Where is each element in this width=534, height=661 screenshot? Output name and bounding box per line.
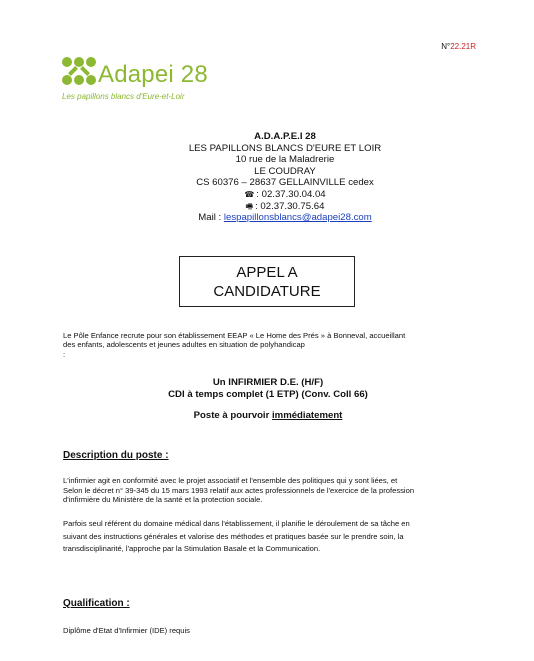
qualification-heading: Qualification : xyxy=(63,598,130,609)
fax-number: : 02.37.30.75.64 xyxy=(255,200,325,212)
postal-line: CS 60376 – 28637 GELLAINVILLE cedex xyxy=(196,177,374,189)
paragraph-line: suivant des instructions générales et valorise des méthodes et pratiques basée sur le prendre soin, la xyxy=(63,531,404,541)
fax-line xyxy=(170,201,400,213)
org-acronym: A.D.A.P.E.I 28 xyxy=(254,131,316,142)
mail-link[interactable]: lespapillonsblancs@adapei28.com xyxy=(223,212,372,224)
phone-line xyxy=(170,189,400,201)
reference-number xyxy=(441,42,476,51)
description-paragraph-2 xyxy=(63,518,483,556)
mail-label: Mail : xyxy=(198,212,224,224)
title-line-2: CANDIDATURE xyxy=(213,283,321,300)
paragraph-line: d'infirmière du Ministère de la santé et la protection sociale. xyxy=(63,495,263,505)
paragraph-line: Parfois seul référent du domaine médical dans l'établissement, il planifie le déroulement de sa tâche en xyxy=(63,519,410,528)
logo-tagline: Les papillons blancs d'Eure-et-Loir xyxy=(62,92,185,101)
street: 10 rue de la Maladrerie xyxy=(235,154,335,166)
butterfly-logo-icon xyxy=(60,55,98,87)
org-name: LES PAPILLONS BLANCS D'EURE ET LOIR xyxy=(188,142,382,154)
description-heading: Description du poste : xyxy=(63,450,169,461)
adapei-logo xyxy=(60,55,240,110)
intro-paragraph xyxy=(63,331,483,359)
description-paragraph-1 xyxy=(63,476,483,505)
mail-line xyxy=(170,212,400,224)
job-title: Un INFIRMIER D.E. (H/F) xyxy=(212,377,324,388)
availability-prefix: Poste à pourvoir xyxy=(193,410,272,421)
phone-number: : 02.37.30.04.04 xyxy=(256,188,326,200)
paragraph-line: transdisciplinarité, l'approche par la Stimulation Basale et la Communication. xyxy=(63,544,321,554)
address-block xyxy=(170,131,400,224)
job-block xyxy=(63,377,473,422)
job-availability xyxy=(63,410,473,422)
intro-line: Le Pôle Enfance recrute pour son établissement EEAP « Le Home des Prés » à Bonneval, accueillant xyxy=(63,331,406,340)
logo-brand: Adapei 28 xyxy=(98,61,208,88)
reference-prefix: N° xyxy=(441,42,451,51)
availability-value: immédiatement xyxy=(272,410,343,421)
reference-value: 22.21R xyxy=(450,42,476,51)
title-line-1: APPEL A xyxy=(236,264,298,281)
job-contract: CDI à temps complet (1 ETP) (Conv. Coll 66) xyxy=(168,389,368,400)
fax-icon: 🖷 xyxy=(245,201,254,211)
intro-line: des enfants, adolescents et jeunes adultes en situation de polyhandicap xyxy=(63,340,305,350)
title-box xyxy=(179,256,355,307)
phone-icon: ☎ xyxy=(244,189,255,199)
qualification-text: Diplôme d'Etat d'Infirmier (IDE) requis xyxy=(63,626,190,635)
place: LE COUDRAY xyxy=(254,165,316,177)
intro-line: : xyxy=(63,349,66,359)
paragraph-line: Selon le décret n° 39-345 du 15 mars 1993 relatif aux actes professionnels de l'exercice de la profession xyxy=(63,485,415,495)
paragraph-line: L'infirmier agit en conformité avec le projet associatif et l'ensemble des politiques qui y sont liées, et xyxy=(63,476,398,485)
